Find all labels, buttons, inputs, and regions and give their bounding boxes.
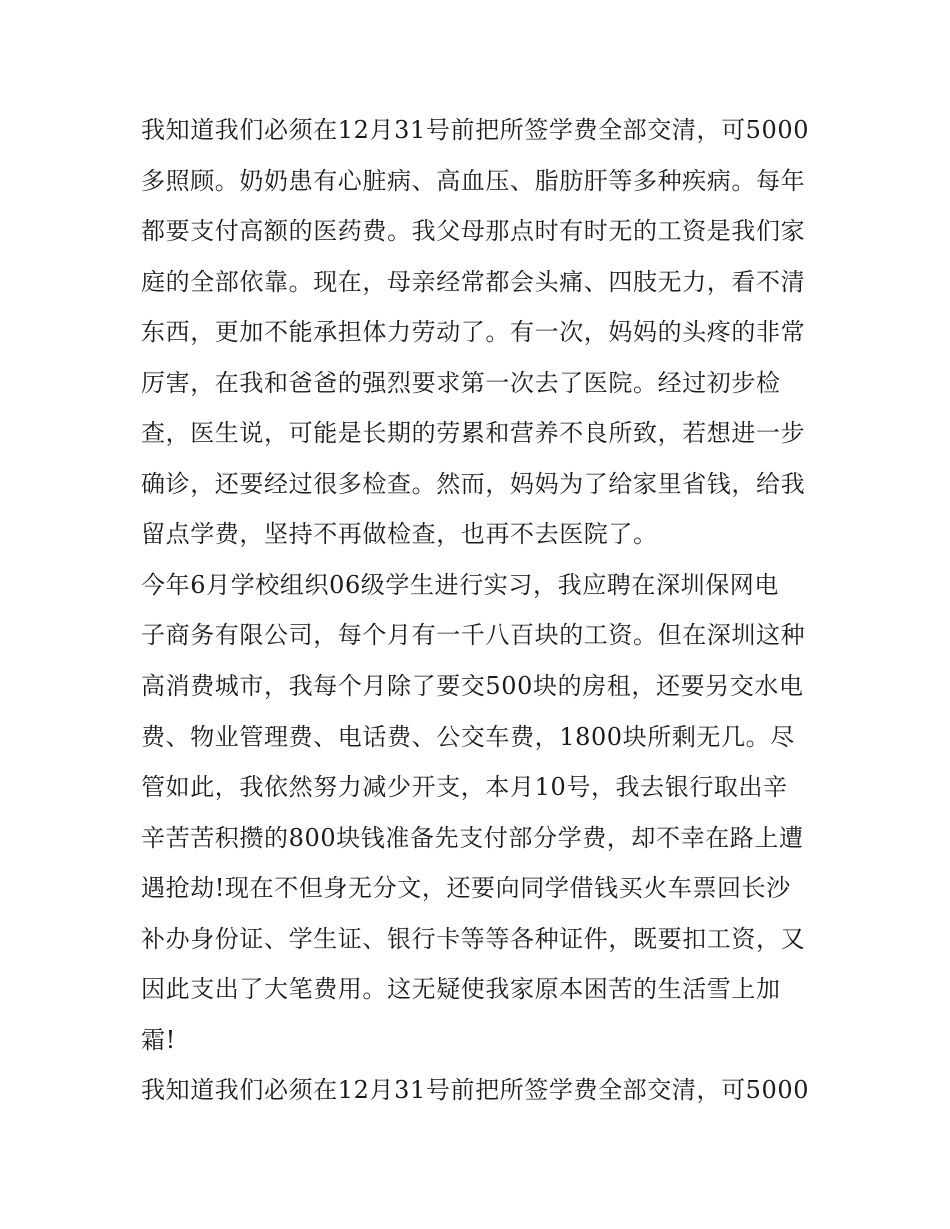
- text-line: 今年6月学校组织06级学生进行实习，我应聘在深圳保网电: [141, 570, 780, 599]
- text-line: 辛苦苦积攒的800块钱准备先支付部分学费，却不幸在路上遭: [141, 823, 804, 852]
- text-line: 确诊，还要经过很多检查。然而，妈妈为了给家里省钱，给我: [141, 469, 806, 498]
- text-line: 子商务有限公司，每个月有一千八百块的工资。但在深圳这种: [141, 621, 806, 650]
- text-line: 查，医生说，可能是长期的劳累和营养不良所致，若想进一步: [141, 419, 806, 448]
- text-line: 霜!: [141, 1025, 176, 1054]
- text-line: 东西，更加不能承担体力劳动了。有一次，妈妈的头疼的非常: [141, 318, 806, 347]
- text-line: 多照顾。奶奶患有心脏病、高血压、脂肪肝等多种疾病。每年: [141, 166, 806, 195]
- text-line: 费、物业管理费、电话费、公交车费，1800块所剩无几。尽: [141, 722, 795, 751]
- text-line: 庭的全部依靠。现在，母亲经常都会头痛、四肢无力，看不清: [141, 267, 806, 296]
- text-line: 补办身份证、学生证、银行卡等等各种证件，既要扣工资，又: [141, 924, 806, 953]
- document-body: [141, 105, 821, 1116]
- text-line: 留点学费，坚持不再做检查，也再不去医院了。: [141, 520, 658, 549]
- text-line: 厉害，在我和爸爸的强烈要求第一次去了医院。经过初步检: [141, 368, 781, 397]
- text-line: 管如此，我依然努力减少开支，本月10号，我去银行取出辛: [141, 773, 788, 802]
- text-line: 遇抢劫!现在不但身无分文，还要向同学借钱买火车票回长沙: [141, 874, 791, 903]
- text-line: 我知道我们必须在12月31号前把所签学费全部交清，可5000: [141, 116, 810, 144]
- text-line: 因此支出了大笔费用。这无疑使我家原本困苦的生活雪上加: [141, 975, 781, 1004]
- text-line: 都要支付高额的医药费。我父母那点时有时无的工资是我们家: [141, 217, 806, 246]
- text-line: 高消费城市，我每个月除了要交500块的房租，还要另交水电: [141, 672, 804, 701]
- text-line: 我知道我们必须在12月31号前把所签学费全部交清，可5000: [141, 1076, 810, 1105]
